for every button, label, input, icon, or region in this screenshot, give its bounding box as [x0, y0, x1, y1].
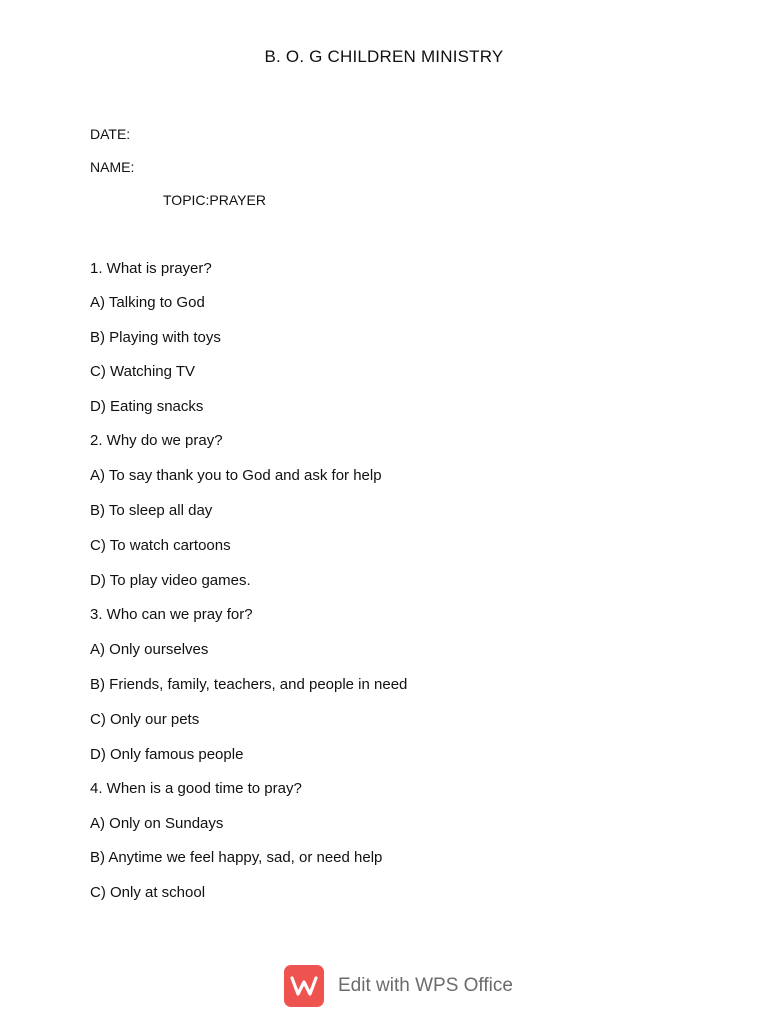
question-1-option-c: C) Watching TV — [90, 363, 196, 380]
question-3-option-b: B) Friends, family, teachers, and people in need — [90, 676, 408, 693]
topic-label: TOPIC:PRAYER — [163, 192, 266, 208]
question-3: 3. Who can we pray for? — [90, 606, 253, 623]
edit-with-wps-banner[interactable] — [284, 965, 513, 1007]
question-2-option-d: D) To play video games. — [90, 572, 251, 589]
question-4-option-a: A) Only on Sundays — [90, 815, 224, 832]
name-label: NAME: — [90, 159, 135, 175]
edit-with-wps-text: Edit with WPS Office — [338, 975, 513, 996]
question-2-option-a: A) To say thank you to God and ask for help — [90, 467, 382, 484]
question-2-option-c: C) To watch cartoons — [90, 537, 231, 554]
question-1-option-a: A) Talking to God — [90, 294, 205, 311]
question-2-option-b: B) To sleep all day — [90, 502, 213, 519]
date-label: DATE: — [90, 126, 131, 142]
question-4-option-b: B) Anytime we feel happy, sad, or need help — [90, 849, 383, 866]
question-3-option-c: C) Only our pets — [90, 711, 200, 728]
document-title: B. O. G CHILDREN MINISTRY — [264, 47, 504, 66]
question-3-option-d: D) Only famous people — [90, 746, 244, 763]
question-1-option-d: D) Eating snacks — [90, 398, 204, 415]
question-3-option-a: A) Only ourselves — [90, 641, 209, 658]
question-1: 1. What is prayer? — [90, 260, 212, 277]
question-4-option-c: C) Only at school — [90, 884, 206, 901]
question-2: 2. Why do we pray? — [90, 432, 223, 449]
question-4: 4. When is a good time to pray? — [90, 780, 302, 797]
wps-logo-icon — [284, 965, 324, 1007]
question-1-option-b: B) Playing with toys — [90, 329, 221, 346]
